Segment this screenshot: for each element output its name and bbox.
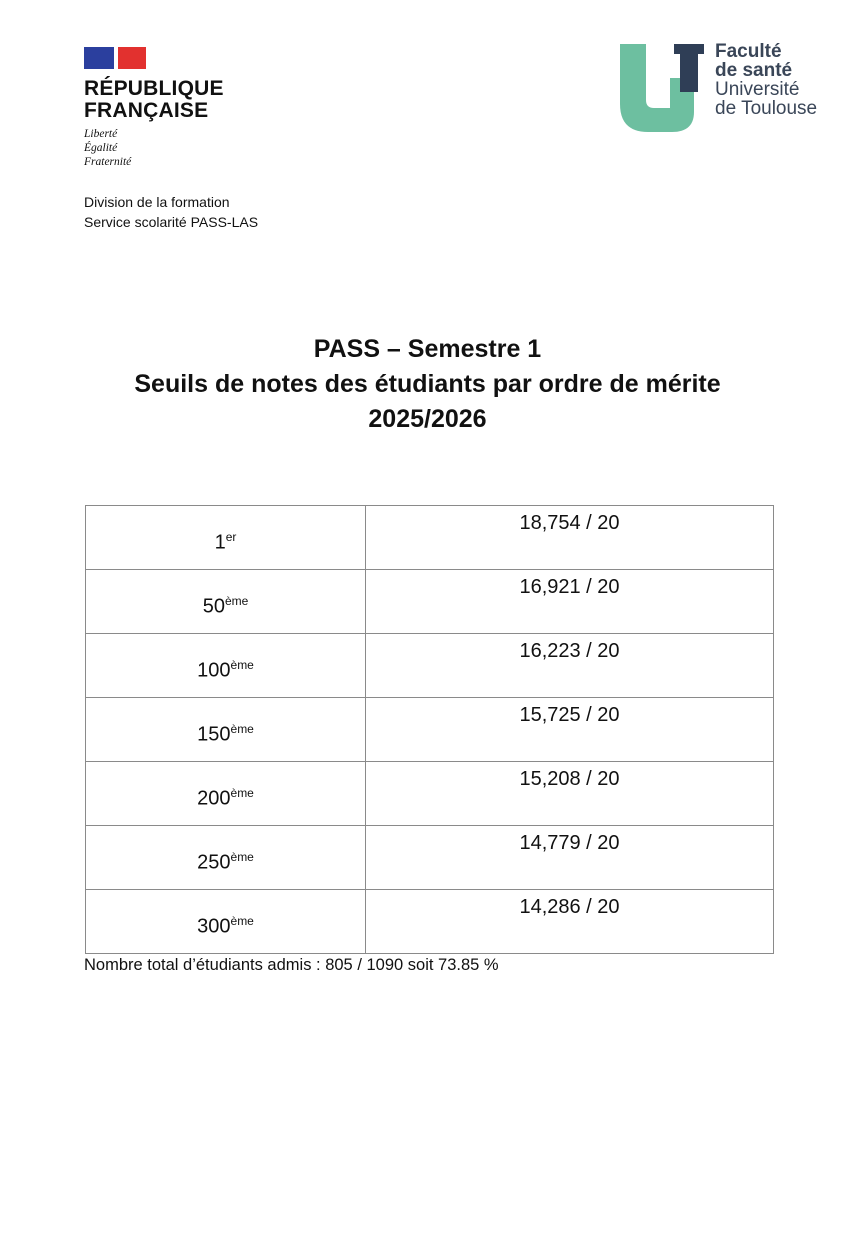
table-row: [86, 698, 774, 762]
score-cell: 14,286 / 20: [366, 890, 774, 954]
table-row: [86, 890, 774, 954]
score-cell: 14,779 / 20: [366, 826, 774, 890]
rank-cell: 1er: [86, 506, 366, 570]
page-title: [0, 332, 855, 437]
republique-francaise-text: [84, 78, 224, 122]
ut-logo-icon: [620, 42, 710, 134]
title-line-3: 2025/2026: [368, 405, 487, 433]
table-row: [86, 634, 774, 698]
french-flag-icon: [84, 47, 146, 69]
motto-liberte: Liberté: [84, 128, 118, 140]
title-line-2: Seuils de notes des étudiants par ordre de mérite: [134, 370, 721, 398]
logo-de-toulouse: de Toulouse: [715, 98, 818, 119]
score-cell: 15,208 / 20: [366, 762, 774, 826]
motto-egalite: Égalité: [84, 142, 118, 154]
score-cell: 16,223 / 20: [366, 634, 774, 698]
republique-line: RÉPUBLIQUE: [84, 77, 224, 100]
service-block: [84, 192, 258, 232]
rank-cell: 250ème: [86, 826, 366, 890]
rank-cell: 300ème: [86, 890, 366, 954]
service-label: Service scolarité PASS-LAS: [84, 214, 259, 230]
table-row: [86, 570, 774, 634]
score-cell: 15,725 / 20: [366, 698, 774, 762]
total-admitted: Nombre total d’étudiants admis : 805 / 1090 soit 73.85 %: [84, 956, 499, 974]
motto: [84, 127, 224, 169]
republique-francaise-logo: [84, 47, 224, 169]
score-cell: 16,921 / 20: [366, 570, 774, 634]
francaise-line: FRANÇAISE: [84, 99, 209, 122]
table-row: [86, 762, 774, 826]
table-row: [86, 506, 774, 570]
thresholds-table: [85, 505, 774, 954]
logo-de-sante: de santé: [715, 60, 793, 81]
rank-cell: 200ème: [86, 762, 366, 826]
rank-cell: 150ème: [86, 698, 366, 762]
division-label: Division de la formation: [84, 194, 230, 210]
logo-faculte: Faculté: [715, 41, 782, 62]
title-line-1: PASS – Semestre 1: [313, 335, 542, 363]
score-cell: 18,754 / 20: [366, 506, 774, 570]
motto-fraternite: Fraternité: [84, 156, 132, 168]
logo-universite: Université: [715, 79, 800, 100]
faculte-sante-logo: [620, 42, 835, 134]
rank-cell: 100ème: [86, 634, 366, 698]
rank-cell: 50ème: [86, 570, 366, 634]
table-row: [86, 826, 774, 890]
